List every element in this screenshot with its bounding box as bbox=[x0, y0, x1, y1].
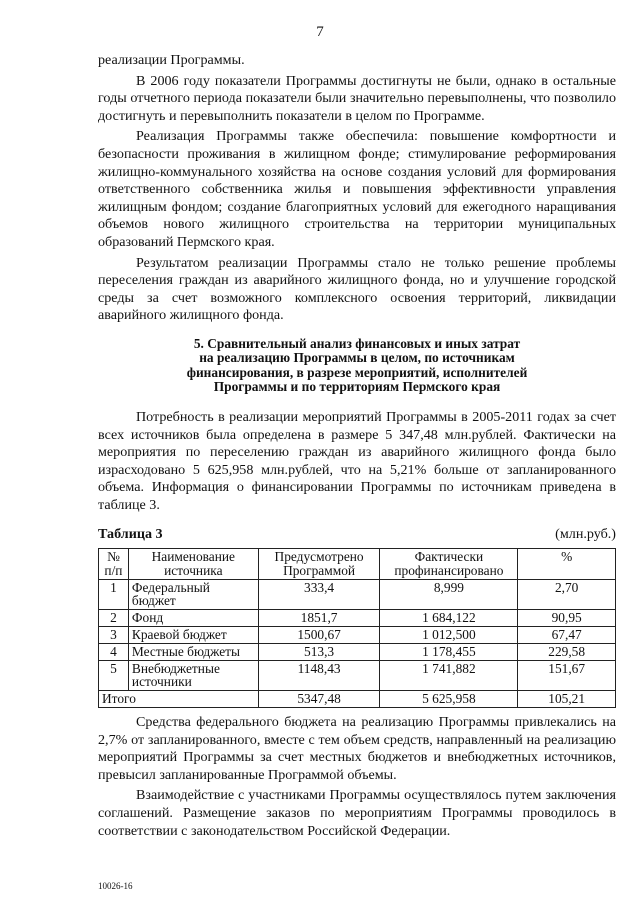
table-row bbox=[99, 627, 616, 644]
cell-source-name: Местные бюджеты bbox=[128, 643, 258, 660]
header-planned: Предусмотрено Программой bbox=[258, 549, 380, 580]
section-heading-line: финансирования, в разрезе мероприятий, исполнителей bbox=[186, 364, 528, 380]
cell-percent: 90,95 bbox=[518, 610, 616, 627]
cell-actual: 1 741,882 bbox=[380, 660, 518, 691]
cell-total-planned: 5347,48 bbox=[258, 691, 380, 708]
cell-actual: 1 178,455 bbox=[380, 643, 518, 660]
financing-table bbox=[98, 548, 616, 708]
page-number: 7 bbox=[316, 24, 324, 40]
cell-planned: 1851,7 bbox=[258, 610, 380, 627]
cell-planned: 333,4 bbox=[258, 579, 380, 610]
cell-total-actual: 5 625,958 bbox=[380, 691, 518, 708]
cell-actual: 1 684,122 bbox=[380, 610, 518, 627]
paragraph-continuation: реализации Программы. bbox=[98, 52, 245, 68]
footer-document-code: 10026-16 bbox=[98, 881, 133, 891]
table-header-row bbox=[99, 549, 616, 580]
paragraph-program-outcomes: Реализация Программы также обеспечила: повышение комфортности и безопасности проживания в жилищном фонде; стимулирование реформирования жилищно-коммунального хозяйства на основе создания условий для формирования ответственного собственника жилья и повышения эффективности управления жилищным фондом; создание благоприятных условий для ежегодного наращивания объемов нового жилищного строительства на территории муниципальных образований Пермского края. bbox=[98, 128, 616, 250]
header-source-name: Наименование источника bbox=[128, 549, 258, 580]
table-row bbox=[99, 579, 616, 610]
cell-planned: 513,3 bbox=[258, 643, 380, 660]
cell-percent: 229,58 bbox=[518, 643, 616, 660]
table-row bbox=[99, 610, 616, 627]
header-actual: Фактически профинансировано bbox=[380, 549, 518, 580]
cell-total-percent: 105,21 bbox=[518, 691, 616, 708]
cell-actual: 1 012,500 bbox=[380, 627, 518, 644]
paragraph-2006-results: В 2006 году показатели Программы достигнуты не были, однако в остальные годы отчетного периода показатели были значительно перевыполнены, что позволило достигнуть и перевыполнить показатели в целом по Программе. bbox=[98, 72, 616, 124]
table-row bbox=[99, 643, 616, 660]
section-heading-line: на реализацию Программы в целом, по источникам bbox=[199, 350, 515, 366]
cell-actual: 8,999 bbox=[380, 579, 518, 610]
cell-percent: 2,70 bbox=[518, 579, 616, 610]
cell-percent: 151,67 bbox=[518, 660, 616, 691]
cell-num: 4 bbox=[99, 643, 129, 660]
document-body bbox=[98, 52, 616, 843]
paragraph-federal-funds: Средства федерального бюджета на реализацию Программы привлекались на 2,7% от запланированного, вместе с тем объем средств, направленный на реализацию мероприятий Программы за счет местных бюджетов и внебюджетных источников, превысил запланированные Программой объемы. bbox=[98, 714, 616, 783]
table-unit: (млн.руб.) bbox=[555, 526, 616, 543]
cell-percent: 67,47 bbox=[518, 627, 616, 644]
cell-planned: 1500,67 bbox=[258, 627, 380, 644]
cell-num: 1 bbox=[99, 579, 129, 610]
table-caption bbox=[98, 526, 616, 544]
section-heading bbox=[98, 337, 616, 395]
cell-source-name: Внебюджетные источники bbox=[128, 660, 258, 691]
cell-num: 5 bbox=[99, 660, 129, 691]
table-label: Таблица 3 bbox=[98, 526, 163, 543]
section-heading-line: Программы и по территориям Пермского края bbox=[213, 379, 501, 395]
paragraph-cooperation: Взаимодействие с участниками Программы осуществлялось путем заключения соглашений. Размещение заказов по мероприятиям Программы проводилось в соответствии с законодательством Российской Федерации. bbox=[98, 787, 616, 839]
cell-planned: 1148,43 bbox=[258, 660, 380, 691]
cell-source-name: Фонд bbox=[128, 610, 258, 627]
cell-total-label: Итого bbox=[99, 691, 259, 708]
header-percent: % bbox=[518, 549, 616, 580]
paragraph-program-result: Результатом реализации Программы стало не только решение проблемы переселения граждан из аварийного жилищного фонда, но и улучшение городской среды за счет возможного комплексного освоения территорий, ликвидации аварийного жилищного фонда. bbox=[98, 254, 616, 324]
table-row bbox=[99, 660, 616, 691]
header-num: № п/п bbox=[99, 549, 129, 580]
cell-num: 2 bbox=[99, 610, 129, 627]
paragraph-financing-intro: Потребность в реализации мероприятий Программы в 2005-2011 годах за счет всех источников была определена в размере 5 347,48 млн.рублей. Фактически на мероприятия по переселению граждан из аварийного жилищного фонда было израсходовано 5 625,958 млн.рублей, что на 5,21% больше от запланированного объема. Информация о финансировании Программы по источникам приведена в таблице 3. bbox=[98, 408, 616, 513]
section-heading-line: 5. Сравнительный анализ финансовых и иных затрат bbox=[193, 335, 521, 351]
cell-source-name: Федеральный бюджет bbox=[128, 579, 258, 610]
table-total-row bbox=[99, 691, 616, 708]
cell-num: 3 bbox=[99, 627, 129, 644]
cell-source-name: Краевой бюджет bbox=[128, 627, 258, 644]
